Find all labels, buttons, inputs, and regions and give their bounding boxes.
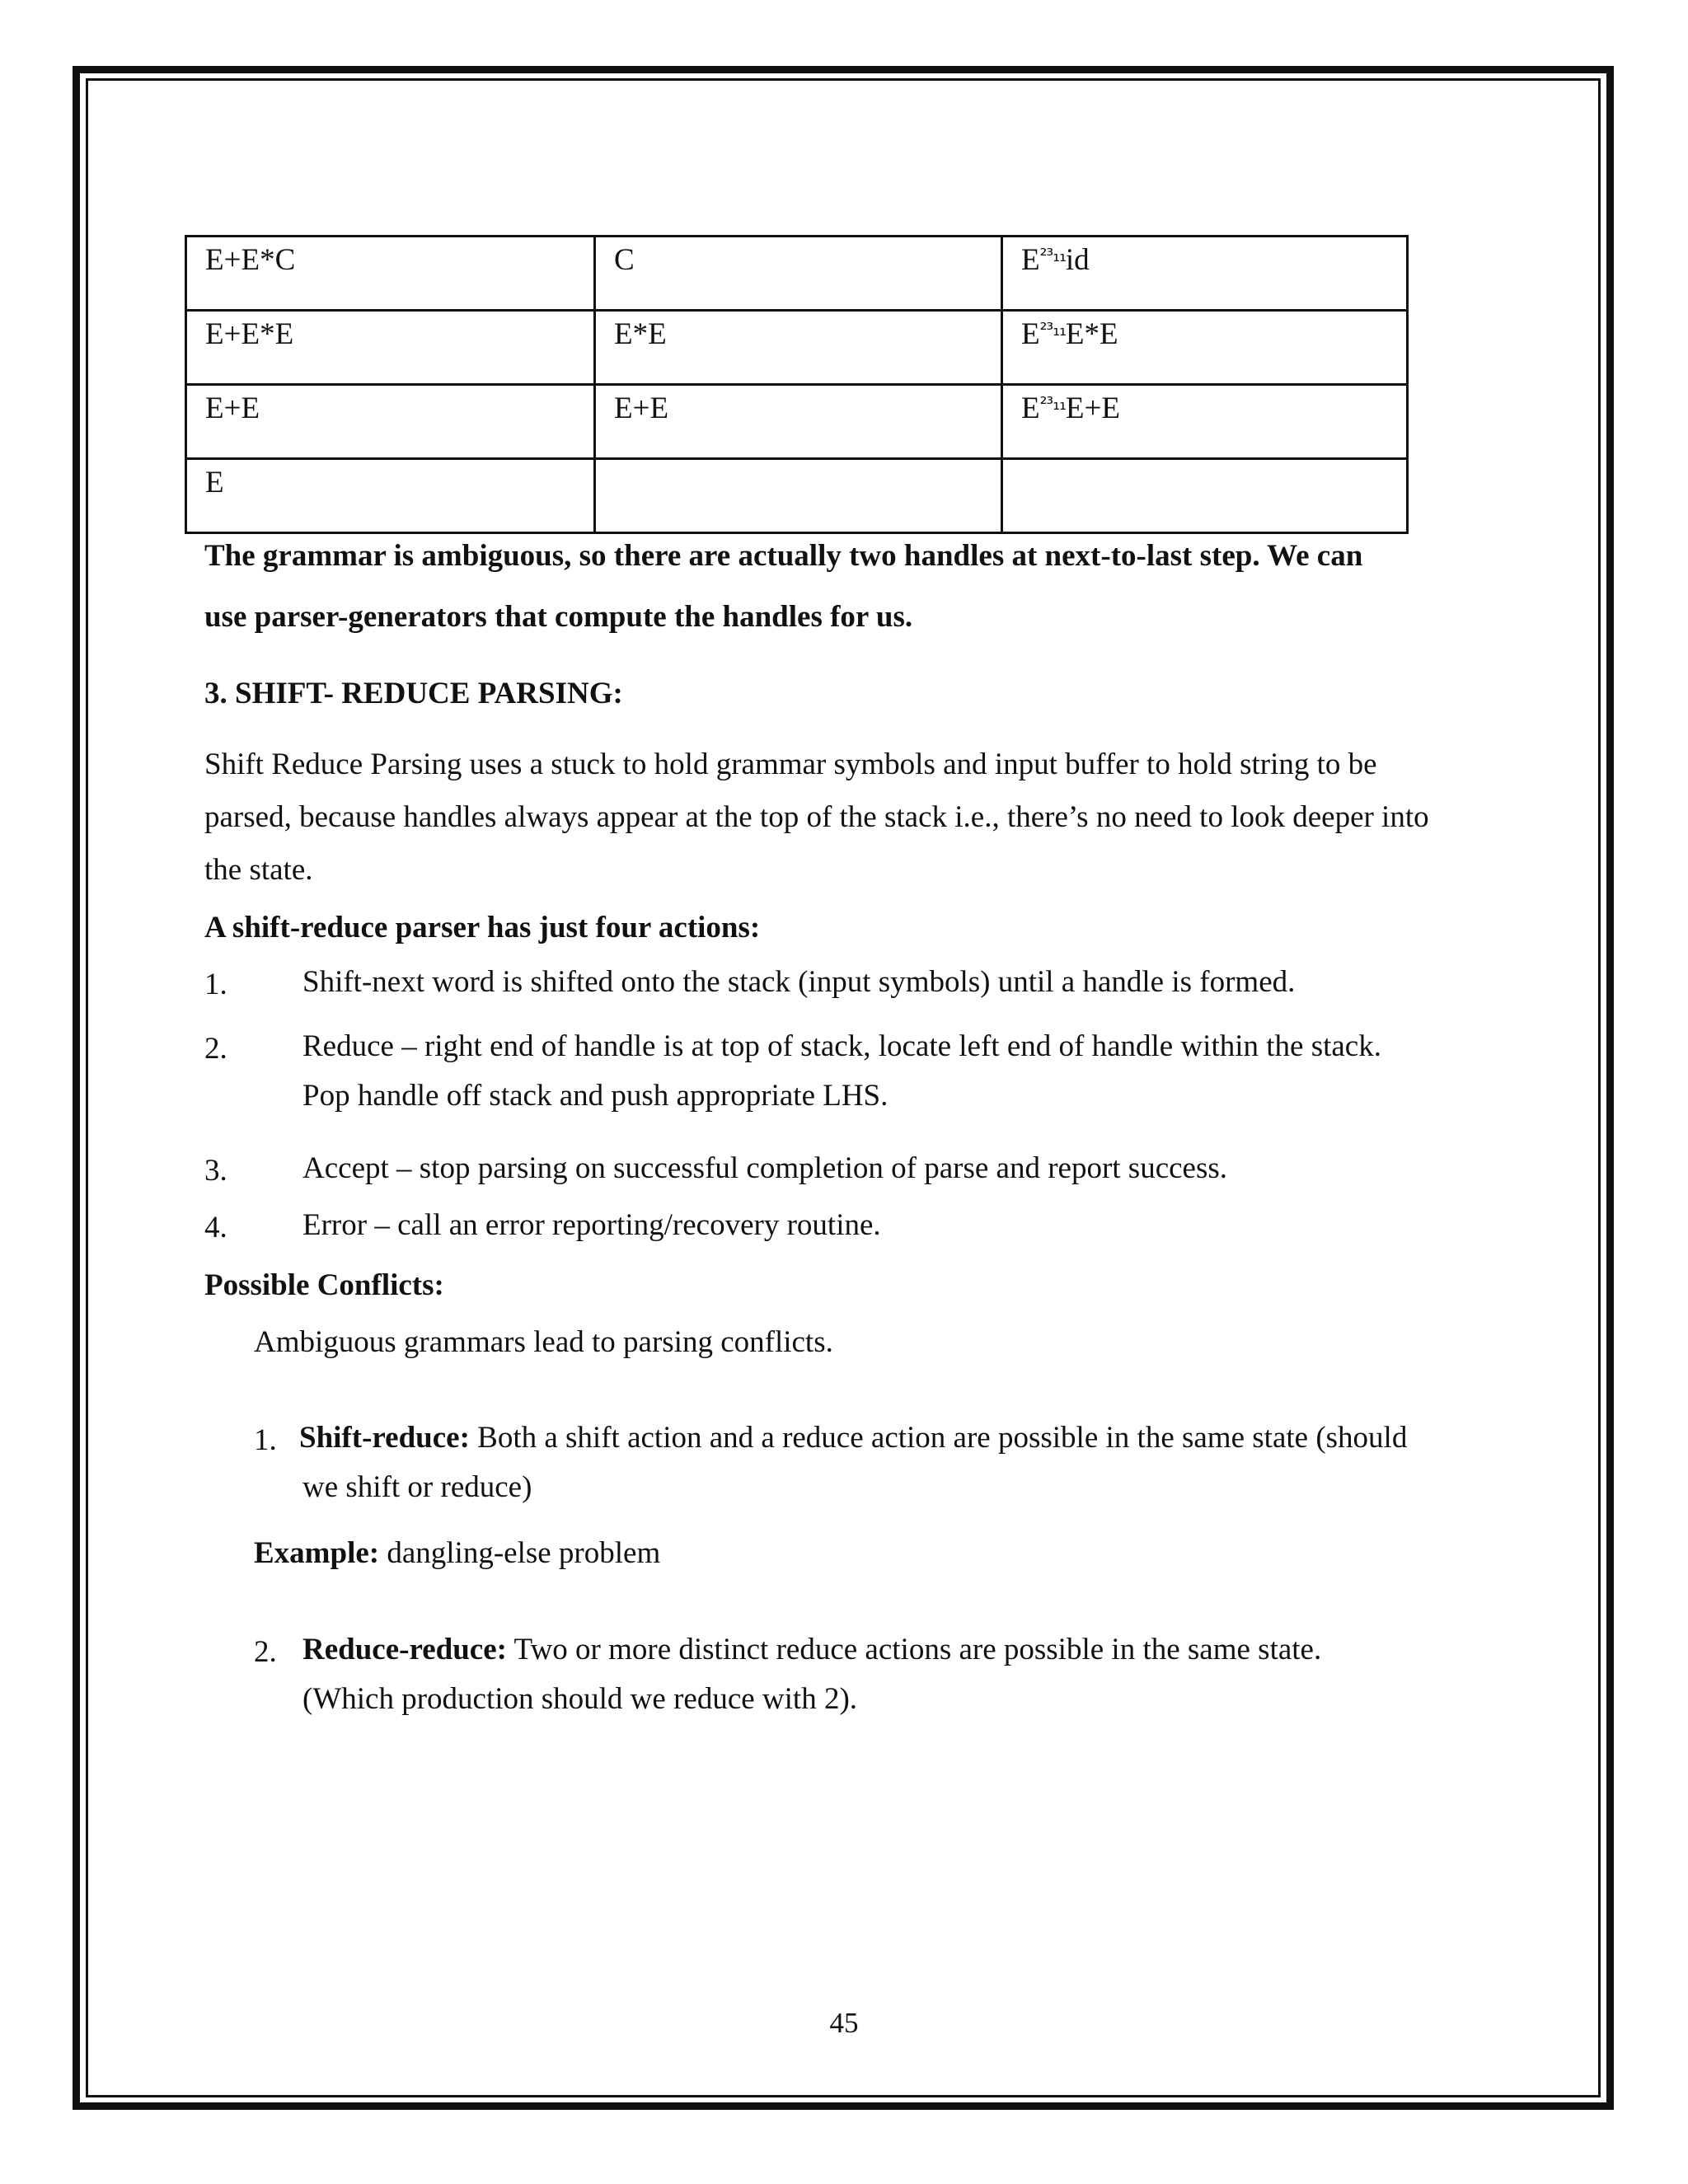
action-text: Shift-next word is shifted onto the stack (input symbols) until a handle is formed.	[302, 965, 1296, 999]
table-cell-form: E+E*E	[186, 311, 595, 385]
production-rhs: E+E	[1065, 391, 1120, 425]
conflict-number: 1.	[254, 1423, 277, 1457]
table-row	[186, 385, 1408, 459]
example-text: dangling-else problem	[379, 1536, 661, 1570]
conflict-text	[302, 1626, 1321, 1674]
table-cell-production	[1002, 311, 1408, 385]
table-cell-handle: E*E	[595, 311, 1002, 385]
table-cell-form: E	[186, 459, 595, 533]
action-number: 1.	[204, 968, 227, 1001]
conflict-description: Two or more distinct reduce actions are possible in the same state.	[506, 1633, 1322, 1666]
action-text: Error – call an error reporting/recovery routine.	[302, 1208, 881, 1242]
intro-line-2: parsed, because handles always appear at the top of the stack i.e., there’s no need to look deeper into	[204, 800, 1429, 834]
action-number: 2.	[204, 1032, 227, 1066]
ambiguity-note-line2: use parser-generators that compute the handles for us.	[204, 600, 913, 634]
production-lhs: E	[1021, 243, 1040, 277]
action-text: Reduce – right end of handle is at top of stack, locate left end of handle within the stack.	[302, 1029, 1381, 1063]
table-cell-form: E+E	[186, 385, 595, 459]
table-row	[186, 237, 1408, 311]
action-number: 4.	[204, 1211, 227, 1244]
conflict-term: Reduce-reduce:	[302, 1633, 507, 1666]
conflict-text-continued: we shift or reduce)	[302, 1470, 532, 1504]
table-row	[186, 311, 1408, 385]
conflict-text-continued: (Which production should we reduce with 2).	[302, 1682, 858, 1716]
production-rhs: id	[1065, 243, 1090, 277]
action-text: Accept – stop parsing on successful completion of parse and report success.	[302, 1151, 1228, 1185]
production-arrow-glyph: ²³₁₁	[1039, 320, 1066, 340]
table-cell-handle	[595, 459, 1002, 533]
conflicts-heading: Possible Conflicts:	[204, 1268, 444, 1302]
production-rhs: E*E	[1065, 317, 1118, 351]
production-lhs: E	[1021, 391, 1040, 425]
action-text-continued: Pop handle off stack and push appropriate LHS.	[302, 1079, 889, 1113]
derivation-table	[185, 235, 1409, 534]
production-arrow-glyph: ²³₁₁	[1039, 246, 1066, 266]
table-cell-production	[1002, 385, 1408, 459]
table-cell-form: E+E*C	[186, 237, 595, 311]
intro-line-3: the state.	[204, 853, 313, 887]
action-number: 3.	[204, 1154, 227, 1188]
page-number: 45	[829, 2007, 859, 2039]
example-label: Example:	[254, 1536, 380, 1570]
example-line	[254, 1530, 660, 1577]
ambiguity-note-line1: The grammar is ambiguous, so there are actually two handles at next-to-last step. We can	[204, 539, 1363, 573]
table-cell-handle: E+E	[595, 385, 1002, 459]
conflict-number: 2.	[254, 1635, 277, 1669]
conflict-term: Shift-reduce:	[299, 1421, 470, 1455]
conflicts-intro: Ambiguous grammars lead to parsing conflicts.	[254, 1325, 833, 1359]
conflict-description: Both a shift action and a reduce action are possible in the same state (should	[469, 1421, 1408, 1455]
production-arrow-glyph: ²³₁₁	[1039, 394, 1066, 415]
table-cell-production	[1002, 459, 1408, 533]
actions-heading: A shift-reduce parser has just four actions:	[204, 911, 761, 944]
intro-line-1: Shift Reduce Parsing uses a stuck to hold grammar symbols and input buffer to hold string to be	[204, 748, 1377, 781]
conflict-text	[299, 1414, 1407, 1462]
section-heading: 3. SHIFT- REDUCE PARSING:	[204, 677, 623, 710]
table-cell-production	[1002, 237, 1408, 311]
production-lhs: E	[1021, 317, 1040, 351]
table-row	[186, 459, 1408, 533]
table-cell-handle: C	[595, 237, 1002, 311]
